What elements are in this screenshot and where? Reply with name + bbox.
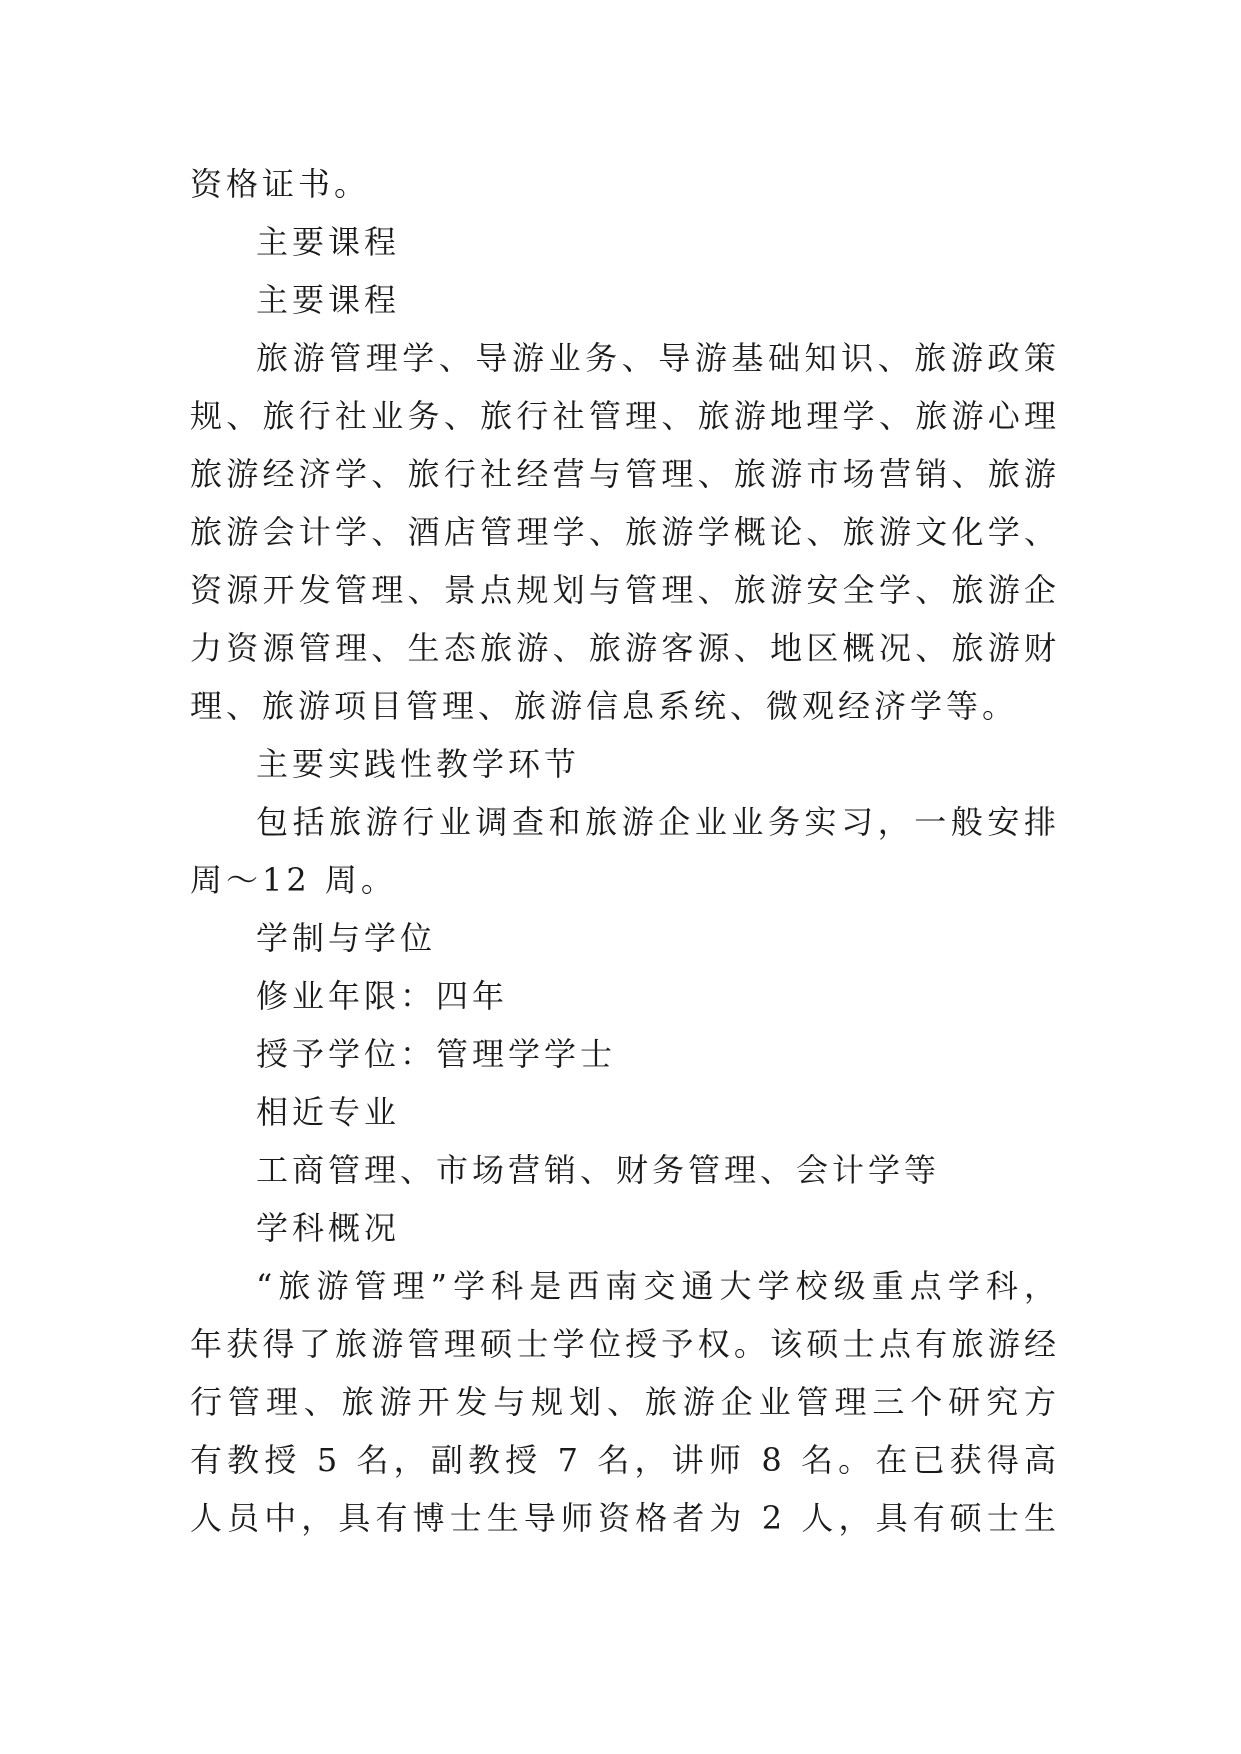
text-line: 工商管理、市场营销、财务管理、会计学等 (256, 1151, 941, 1189)
text-line: 旅游经济学、旅行社经营与管理、旅游市场营销、旅游 (190, 455, 1060, 493)
text-line: 资源开发管理、景点规划与管理、旅游安全学、旅游企 (190, 571, 1060, 609)
text-line: 包括旅游行业调查和旅游企业业务实习，一般安排 (256, 803, 1060, 841)
text-line: 行管理、旅游开发与规划、旅游企业管理三个研究方 (190, 1383, 1060, 1421)
text-line: 年获得了旅游管理硕士学位授予权。该硕士点有旅游经 (190, 1325, 1060, 1363)
text-line: 力资源管理、生态旅游、旅游客源、地区概况、旅游财 (190, 629, 1060, 667)
section-heading: 学科概况 (256, 1209, 401, 1247)
text-line: 周～12 周。 (190, 861, 397, 899)
text-line: 有教授 5 名，副教授 7 名，讲师 8 名。在已获得高 (190, 1441, 1060, 1479)
text-line: 理、旅游项目管理、旅游信息系统、微观经济学等。 (190, 687, 1019, 725)
document-body (190, 155, 1060, 1547)
text-line: “旅游管理”学科是西南交通大学校级重点学科， (256, 1267, 1060, 1305)
text-line: 修业年限：四年 (256, 977, 509, 1015)
section-heading: 主要课程 (256, 281, 401, 319)
section-heading: 主要课程 (256, 223, 401, 261)
section-heading: 主要实践性教学环节 (256, 745, 581, 783)
section-heading: 学制与学位 (256, 919, 437, 957)
text-line: 旅游管理学、导游业务、导游基础知识、旅游政策 (256, 339, 1060, 377)
text-line: 规、旅行社业务、旅行社管理、旅游地理学、旅游心理 (190, 397, 1060, 435)
text-line: 人员中，具有博士生导师资格者为 2 人，具有硕士生 (190, 1499, 1060, 1537)
text-line: 资格证书。 (190, 165, 371, 203)
section-heading: 相近专业 (256, 1093, 401, 1131)
text-line: 旅游会计学、酒店管理学、旅游学概论、旅游文化学、 (190, 513, 1060, 551)
text-line: 授予学位：管理学学士 (256, 1035, 617, 1073)
